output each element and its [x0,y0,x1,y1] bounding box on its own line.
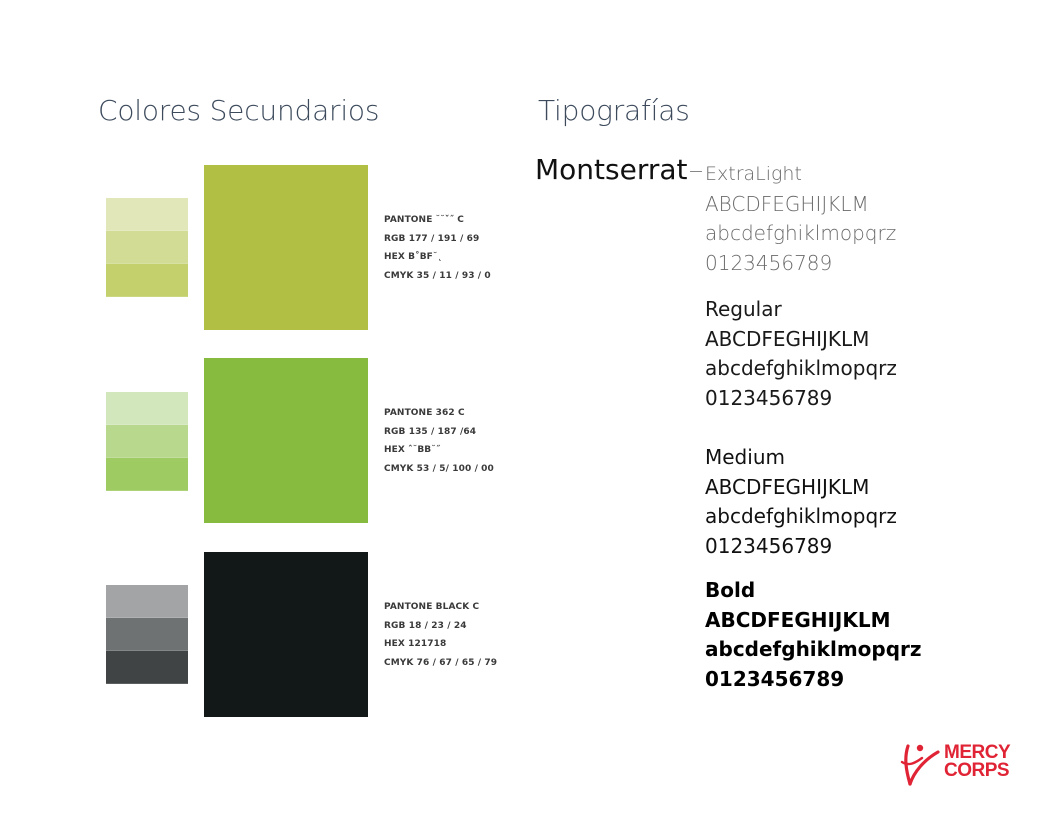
rgb-value: RGB 177 / 191 / 69 [384,233,480,244]
main-color-block [204,552,368,717]
tint-light [106,198,188,231]
pantone-value: PANTONE BLACK C [384,602,480,612]
typography-heading: Tipografías [538,94,690,127]
tint-dark [106,458,188,491]
tint-dark [106,651,188,684]
lowercase-sample: abcdefghiklmopqrz [705,637,922,661]
weight-bold [705,576,922,694]
tint-strip [106,392,188,491]
font-family-name: Montserrat [535,153,688,186]
tint-strip [106,198,188,297]
lowercase-sample: abcdefghiklmopqrz [705,221,897,245]
tint-medium [106,231,188,264]
tint-medium [106,425,188,458]
digits-sample: 0123456789 [705,533,833,558]
rgb-value: RGB 18 / 23 / 24 [384,620,467,631]
main-color-block [204,165,368,330]
secondary-colors-heading: Colores Secundarios [98,94,380,127]
rgb-value: RGB 135 / 187 /64 [384,426,477,437]
uppercase-sample: ABCDFEGHIJKLM [705,191,869,216]
weight-label: Medium [705,445,785,469]
logo-line-2: CORPS [944,760,1010,781]
tint-medium [106,618,188,651]
tint-light [106,392,188,425]
pantone-value: PANTONE ˘˘ˇ˝ C [384,215,465,225]
color-specs [384,211,491,285]
cmyk-value: CMYK 35 / 11 / 93 / 0 [384,270,491,281]
color-specs [384,598,497,672]
hex-value: HEX 121718 [384,639,447,650]
cmyk-value: CMYK 76 / 67 / 65 / 79 [384,657,498,668]
tint-light [106,585,188,618]
connector-line [690,171,702,172]
weight-regular [705,295,897,413]
tint-strip [106,585,188,684]
weight-extralight [705,160,896,278]
weight-label: ExtraLight [705,163,802,185]
color-swatch-1 [0,165,520,331]
main-color-block [204,358,368,523]
logo-line-1: MERCY [944,742,1011,763]
uppercase-sample: ABCDFEGHIJKLM [705,607,891,632]
digits-sample: 0123456789 [705,666,845,691]
digits-sample: 0123456789 [705,385,833,410]
tint-dark [106,264,188,297]
weight-medium [705,443,897,561]
color-specs [384,404,494,478]
weight-label: Regular [705,297,782,321]
weight-label: Bold [705,578,756,602]
cmyk-value: CMYK 53 / 5/ 100 / 00 [384,463,494,474]
hex-value: HEX B˚BF˘˛ [384,252,443,263]
pantone-value: PANTONE 362 C [384,408,465,418]
logo-wordmark [944,744,1010,780]
color-swatch-3 [0,552,520,718]
digits-sample: 0123456789 [705,250,833,275]
hex-value: HEX ˆ˘BB˘˝ [384,445,441,456]
uppercase-sample: ABCDFEGHIJKLM [705,326,870,351]
color-swatch-2 [0,358,520,524]
lowercase-sample: abcdefghiklmopqrz [705,504,897,528]
lowercase-sample: abcdefghiklmopqrz [705,356,897,380]
uppercase-sample: ABCDFEGHIJKLM [705,474,870,499]
